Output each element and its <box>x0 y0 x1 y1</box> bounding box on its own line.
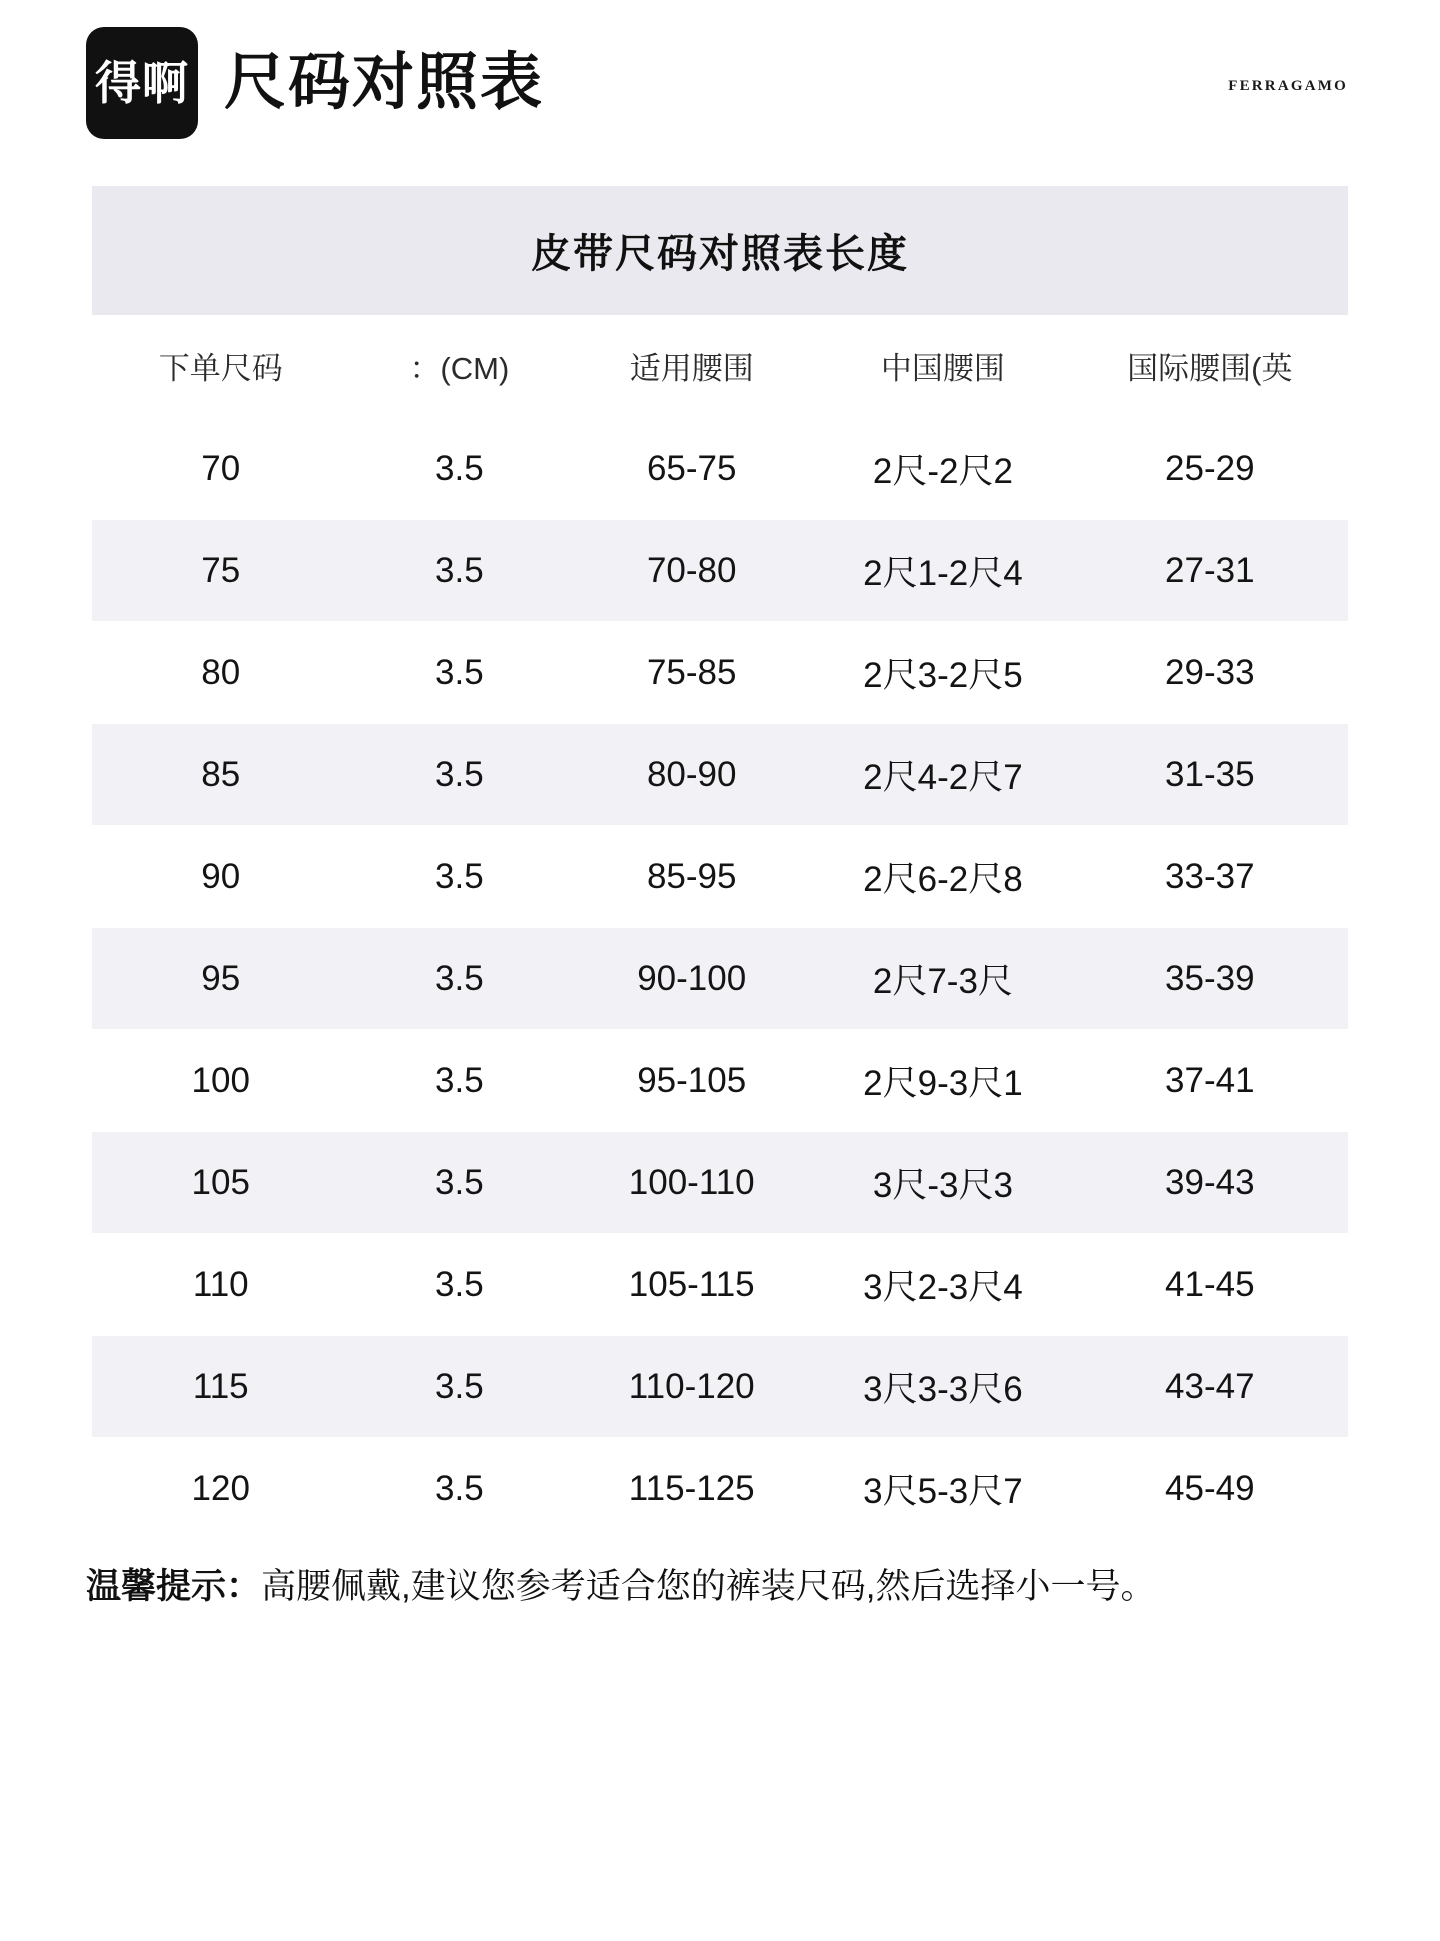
cell-width-cm: 3.5 <box>349 418 569 520</box>
column-header-intl-waist: 国际腰围(英 <box>1072 315 1348 418</box>
cell-intl-waist: 39-43 <box>1072 1132 1348 1234</box>
cell-fit-waist: 80-90 <box>569 724 814 826</box>
logo-text: 得啊 <box>95 56 189 110</box>
table-row <box>92 1438 1348 1540</box>
cell-width-cm: 3.5 <box>349 520 569 622</box>
cell-order-size: 100 <box>92 1030 349 1132</box>
cell-fit-waist: 95-105 <box>569 1030 814 1132</box>
cell-width-cm: 3.5 <box>349 1234 569 1336</box>
cell-china-waist: 2尺6-2尺8 <box>814 826 1071 928</box>
cell-fit-waist: 70-80 <box>569 520 814 622</box>
table-row <box>92 724 1348 826</box>
column-header-fit-waist: 适用腰围 <box>569 315 814 418</box>
tip-text: 高腰佩戴,建议您参考适合您的裤装尺码,然后选择小一号。 <box>261 1567 1156 1606</box>
cell-order-size: 110 <box>92 1234 349 1336</box>
cell-china-waist: 2尺1-2尺4 <box>814 520 1071 622</box>
cell-order-size: 95 <box>92 928 349 1030</box>
cell-china-waist: 2尺3-2尺5 <box>814 622 1071 724</box>
cell-width-cm: 3.5 <box>349 1030 569 1132</box>
cell-intl-waist: 33-37 <box>1072 826 1348 928</box>
tip-note <box>86 1562 1354 1613</box>
table-row <box>92 1336 1348 1438</box>
cell-fit-waist: 90-100 <box>569 928 814 1030</box>
cell-width-cm: 3.5 <box>349 826 569 928</box>
size-table <box>92 315 1348 1540</box>
cell-intl-waist: 35-39 <box>1072 928 1348 1030</box>
table-row <box>92 928 1348 1030</box>
table-row <box>92 1234 1348 1336</box>
cell-width-cm: 3.5 <box>349 1132 569 1234</box>
cell-width-cm: 3.5 <box>349 724 569 826</box>
cell-order-size: 90 <box>92 826 349 928</box>
table-title: 皮带尺码对照表长度 <box>92 186 1348 315</box>
cell-china-waist: 2尺9-3尺1 <box>814 1030 1071 1132</box>
cell-china-waist: 2尺-2尺2 <box>814 418 1071 520</box>
cell-china-waist: 3尺5-3尺7 <box>814 1438 1071 1540</box>
column-header-order-size: 下单尺码 <box>92 315 349 418</box>
cell-order-size: 70 <box>92 418 349 520</box>
cell-fit-waist: 100-110 <box>569 1132 814 1234</box>
cell-intl-waist: 41-45 <box>1072 1234 1348 1336</box>
cell-order-size: 85 <box>92 724 349 826</box>
size-table-card <box>92 186 1348 1540</box>
cell-fit-waist: 105-115 <box>569 1234 814 1336</box>
table-row <box>92 1132 1348 1234</box>
tip-label: 温馨提示： <box>86 1567 262 1606</box>
cell-china-waist: 3尺3-3尺6 <box>814 1336 1071 1438</box>
cell-intl-waist: 43-47 <box>1072 1336 1348 1438</box>
table-row <box>92 622 1348 724</box>
table-header-row <box>92 315 1348 418</box>
brand-logo-badge <box>86 27 198 139</box>
cell-fit-waist: 110-120 <box>569 1336 814 1438</box>
column-header-width-cm: ：(CM) <box>349 315 569 418</box>
cell-order-size: 120 <box>92 1438 349 1540</box>
cell-fit-waist: 115-125 <box>569 1438 814 1540</box>
cell-intl-waist: 29-33 <box>1072 622 1348 724</box>
table-body <box>92 418 1348 1540</box>
cell-china-waist: 2尺7-3尺 <box>814 928 1071 1030</box>
cell-china-waist: 3尺-3尺3 <box>814 1132 1071 1234</box>
cell-width-cm: 3.5 <box>349 1336 569 1438</box>
cell-fit-waist: 65-75 <box>569 418 814 520</box>
brand-wordmark: FERRAGAMO <box>1228 78 1348 94</box>
cell-intl-waist: 27-31 <box>1072 520 1348 622</box>
cell-width-cm: 3.5 <box>349 1438 569 1540</box>
cell-width-cm: 3.5 <box>349 622 569 724</box>
table-row <box>92 1030 1348 1132</box>
cell-intl-waist: 25-29 <box>1072 418 1348 520</box>
cell-fit-waist: 85-95 <box>569 826 814 928</box>
page-title: 尺码对照表 <box>224 48 545 117</box>
table-row <box>92 418 1348 520</box>
column-header-china-waist: 中国腰围 <box>814 315 1071 418</box>
cell-fit-waist: 75-85 <box>569 622 814 724</box>
cell-china-waist: 3尺2-3尺4 <box>814 1234 1071 1336</box>
cell-width-cm: 3.5 <box>349 928 569 1030</box>
cell-china-waist: 2尺4-2尺7 <box>814 724 1071 826</box>
table-row <box>92 826 1348 928</box>
cell-order-size: 105 <box>92 1132 349 1234</box>
cell-order-size: 115 <box>92 1336 349 1438</box>
cell-intl-waist: 37-41 <box>1072 1030 1348 1132</box>
table-row <box>92 520 1348 622</box>
cell-intl-waist: 31-35 <box>1072 724 1348 826</box>
cell-order-size: 80 <box>92 622 349 724</box>
page-header <box>0 0 1440 140</box>
cell-order-size: 75 <box>92 520 349 622</box>
cell-intl-waist: 45-49 <box>1072 1438 1348 1540</box>
